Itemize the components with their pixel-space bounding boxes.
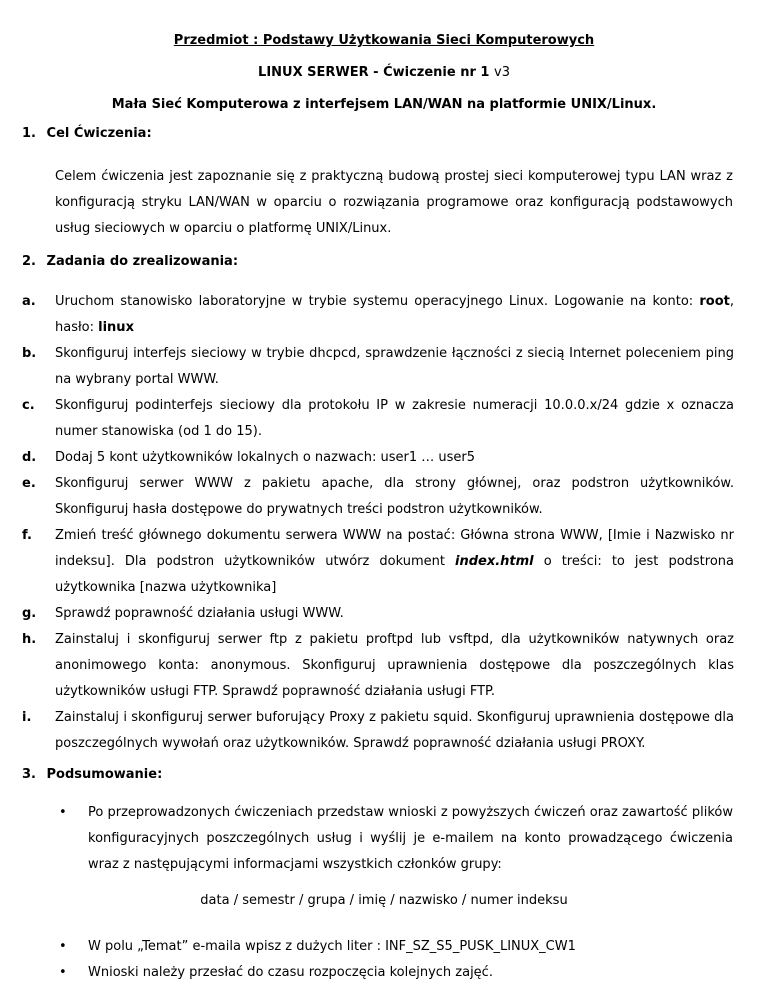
task-text: Zainstaluj i skonfiguruj serwer buforujący Proxy z pakietu squid. Skonfiguruj uprawnienia dostępowe dla poszczególnych wywołań oraz użytkowników. Sprawdź poprawność działania usługi PROXY. (55, 710, 734, 751)
task-a (22, 289, 734, 341)
section-number: 2. (22, 254, 36, 269)
task-text: Skonfiguruj serwer WWW z pakietu apache, dla strony głównej, oraz podstron użytkowników. Skonfiguruj hasła dostępowe do prywatnych treści podstron użytkowników. (55, 476, 734, 517)
task-b (22, 341, 734, 393)
file-name: index.html (455, 554, 534, 569)
document-title: Przedmiot : Podstawy Użytkowania Sieci Komputerowych (173, 33, 595, 48)
password: linux (98, 320, 134, 335)
section-summary-heading (22, 767, 162, 782)
section-goal-heading (22, 126, 152, 141)
task-text-part: Zmień treść głównego dokumentu serwera WWW na postać: Główna strona WWW, [Imie i Nazwisko nr indeksu]. Dla podstron użytkowników utwórz dokument (55, 528, 734, 569)
task-g (22, 601, 734, 627)
task-h (22, 627, 734, 705)
section-number: 1. (22, 126, 36, 141)
task-d (22, 445, 734, 471)
exercise-title (0, 65, 768, 80)
bullet-text: W polu „Temat” e-maila wpisz z dużych liter : INF_SZ_S5_PUSK_LINUX_CW1 (88, 939, 576, 954)
document-subtitle: Mała Sieć Komputerowa z interfejsem LAN/WAN na platformie UNIX/Linux. (111, 97, 657, 112)
login-name: root (699, 294, 730, 309)
task-label: c. (22, 398, 35, 413)
task-text (55, 523, 734, 601)
task-label: b. (22, 346, 37, 361)
summary-fields: data / semestr / grupa / imię / nazwisko / numer indeksu (200, 893, 568, 908)
task-label: h. (22, 632, 37, 647)
task-text: Skonfiguruj podinterfejs sieciowy dla protokołu IP w zakresie numeracji 10.0.0.x/24 gdzie x oznacza numer stanowiska (od 1 do 15). (55, 398, 734, 439)
exercise-name: LINUX SERWER - Ćwiczenie nr 1 (258, 65, 490, 80)
section-number: 3. (22, 767, 36, 782)
task-f (22, 523, 734, 601)
bullet-text: Wnioski należy przesłać do czasu rozpoczęcia kolejnych zajęć. (88, 965, 493, 980)
task-text: Zainstaluj i skonfiguruj serwer ftp z pakietu proftpd lub vsftpd, dla użytkowników natywnych oraz anonimowego konta: anonymous. Skonfiguruj uprawnienia dostępowe dla poszczególnych klas użytkowników usługi FTP. Sprawdź poprawność działania usługi FTP. (55, 632, 734, 699)
section-heading-text: Cel Ćwiczenia: (46, 126, 152, 141)
bullet-glyph: • (59, 805, 67, 820)
section-heading-text: Zadania do zrealizowania: (46, 254, 239, 269)
exercise-version: v3 (494, 65, 510, 80)
task-c (22, 393, 734, 445)
summary-bullet (55, 800, 733, 878)
bullet-text: Po przeprowadzonych ćwiczeniach przedstaw wnioski z powyższych ćwiczeń oraz zawartość plików konfiguracyjnych poszczególnych usług i wyślij je e-mailem na konto prowadzącego ćwiczenia wraz z następującymi informacjami wszystkich członków grupy: (88, 805, 733, 872)
task-label: f. (22, 528, 32, 543)
summary-bullet (55, 934, 733, 960)
task-i (22, 705, 734, 757)
bullet-glyph: • (59, 965, 67, 980)
task-label: g. (22, 606, 37, 621)
section-goal-text: Celem ćwiczenia jest zapoznanie się z praktyczną budową prostej sieci komputerowej typu LAN wraz z konfiguracją stryku LAN/WAN w oparciu o rozwiązania programowe oraz konfiguracją podstawowych usług sieciowych w oparciu o platformę UNIX/Linux. (55, 169, 733, 236)
task-label: d. (22, 450, 37, 465)
summary-bullet (55, 960, 733, 986)
task-text: Sprawdź poprawność działania usługi WWW. (55, 606, 344, 621)
task-label: i. (22, 710, 32, 725)
bullet-glyph: • (59, 939, 67, 954)
task-text-part: Uruchom stanowisko laboratoryjne w trybie systemu operacyjnego Linux. Logowanie na konto: (55, 294, 700, 309)
task-text: Skonfiguruj interfejs sieciowy w trybie dhcpcd, sprawdzenie łączności z siecią Internet poleceniem ping na wybrany portal WWW. (55, 346, 734, 387)
section-heading-text: Podsumowanie: (46, 767, 163, 782)
task-label: a. (22, 294, 36, 309)
task-label: e. (22, 476, 36, 491)
task-text: Dodaj 5 kont użytkowników lokalnych o nazwach: user1 … user5 (55, 450, 475, 465)
task-text (55, 289, 734, 341)
task-text-part: , hasło: (55, 294, 734, 335)
task-e (22, 471, 734, 523)
task-text-part: o treści: to jest podstrona użytkownika [nazwa użytkownika] (55, 554, 734, 595)
section-tasks-heading (22, 254, 238, 269)
